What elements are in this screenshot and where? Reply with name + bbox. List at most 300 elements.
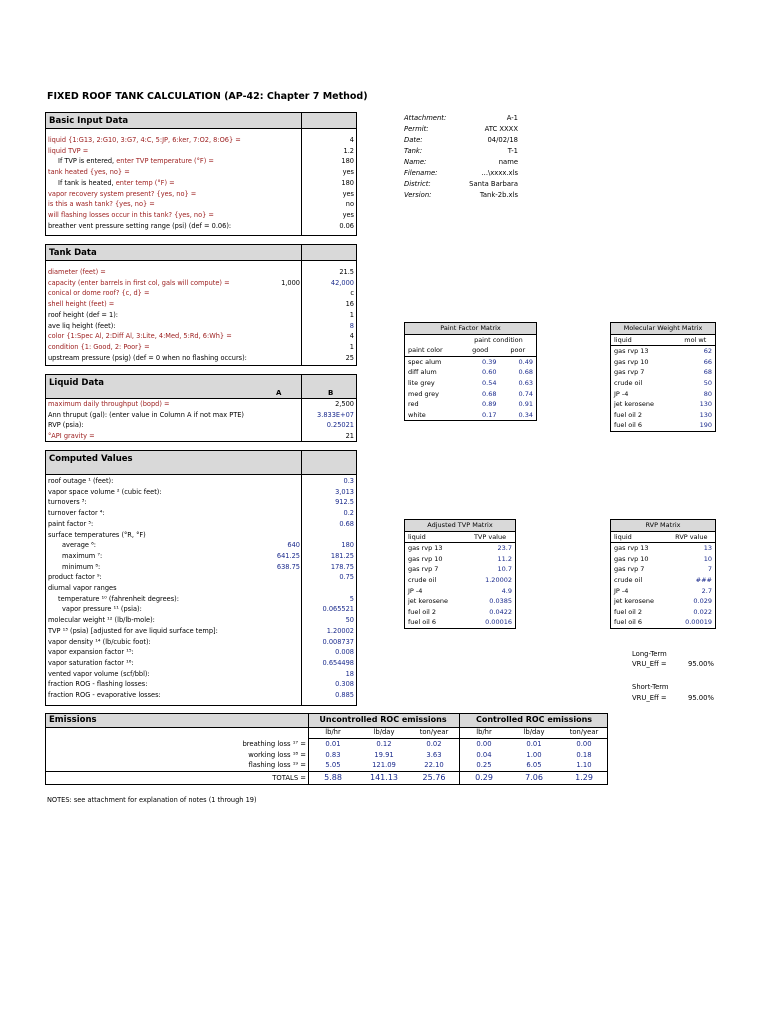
row-label: capacity (enter barrels in first col, gals will compute) =	[48, 278, 230, 287]
attachment-value: Tank-2b.xls	[479, 191, 518, 199]
unit-header: lb/day	[523, 728, 545, 736]
data-row	[46, 146, 356, 157]
vru-short-term-label: Short-Term	[632, 683, 669, 691]
row-label: vapor saturation factor ¹⁶:	[48, 658, 134, 667]
matrix-col-header: liquid	[611, 334, 676, 346]
rvp-matrix	[610, 519, 716, 629]
matrix-row-label: fuel oil 6	[408, 618, 437, 627]
matrix-row	[611, 420, 716, 431]
matrix-row-label: gas rvp 13	[408, 544, 443, 553]
matrix-row-value: 80	[703, 389, 712, 398]
row-value: 178.75	[330, 562, 354, 571]
row-value: 0.75	[339, 573, 354, 582]
matrix-col-header: mol wt	[676, 334, 716, 346]
vru-short-eff-label: VRU_Eff =	[632, 694, 667, 702]
unit-header: lb/hr	[325, 728, 341, 736]
row-label: surface temperatures (°R, °F)	[48, 530, 146, 539]
matrix-subtitle: paint condition	[474, 335, 523, 344]
vru-long-eff-label: VRU_Eff =	[632, 660, 667, 668]
matrix-row	[405, 399, 537, 410]
uncontrolled-header: Uncontrolled ROC emissions	[319, 715, 447, 724]
attachment-value: ATC XXXX	[484, 125, 518, 133]
emission-value: 0.00	[576, 740, 592, 748]
row-value: 3,013	[335, 487, 354, 496]
matrix-row-label: gas rvp 10	[408, 554, 443, 563]
paint-factor-matrix	[404, 322, 537, 421]
total-value: 141.13	[370, 773, 398, 782]
matrix-row-label: spec alum	[408, 357, 442, 366]
row-label: turnover factor ⁴:	[48, 509, 105, 518]
data-row	[46, 410, 356, 421]
matrix-row	[611, 617, 716, 628]
matrix-row-label: jet kerosene	[614, 597, 654, 606]
row-value: 0.308	[335, 680, 354, 689]
matrix-col-header-row	[611, 531, 716, 543]
matrix-row-value: 0.74	[518, 389, 533, 398]
row-value: 1	[349, 342, 354, 351]
row-label: vapor expansion factor ¹⁵:	[48, 648, 134, 657]
units-divider	[308, 738, 607, 739]
row-value: 180	[341, 178, 354, 187]
molecular-weight-matrix	[610, 322, 716, 432]
matrix-row-label: gas rvp 13	[614, 544, 649, 553]
matrix-row-label: JP -4	[614, 389, 629, 398]
matrix-row-value: 0.91	[518, 400, 533, 409]
row-label: product factor ⁹:	[48, 573, 102, 582]
matrix-col-header-row	[405, 345, 537, 356]
data-row	[46, 540, 356, 551]
matrix-row-value: 0.022	[693, 607, 712, 616]
data-row	[46, 594, 356, 605]
data-row	[46, 353, 356, 364]
row-label: tank heated {yes, no} =	[48, 168, 130, 177]
emissions-section	[45, 713, 608, 785]
liquid-col-a-header: A	[276, 389, 282, 397]
matrix-row-value: 0.63	[518, 378, 533, 387]
emission-row-label: working loss ¹⁸ =	[248, 750, 306, 759]
row-label: If tank is heated, enter temp (°F) =	[58, 178, 175, 187]
row-col-a-value: 640	[287, 541, 300, 550]
matrix-row	[611, 554, 716, 565]
row-label: is this a wash tank? {yes, no} =	[48, 200, 155, 209]
matrix-row-label: crude oil	[408, 575, 437, 584]
matrix-row-value: 0.0385	[489, 597, 512, 606]
row-value: 2,500	[335, 400, 354, 408]
row-label: Ann thruput (gal): (enter value in Column A if not max PTE)	[48, 410, 244, 419]
matrix-row-label: crude oil	[614, 575, 643, 584]
matrix-row	[611, 607, 716, 618]
matrix-row-value: 0.34	[518, 410, 533, 419]
row-label: turnovers ³:	[48, 498, 87, 507]
totals-divider	[46, 771, 607, 772]
data-row	[46, 583, 356, 594]
emission-value: 0.12	[376, 740, 392, 748]
data-row	[46, 626, 356, 637]
liquid-data-section	[45, 374, 357, 442]
attachment-label: Name:	[404, 158, 427, 166]
matrix-row-label: med grey	[408, 389, 440, 398]
basic-input-header: Basic Input Data	[46, 113, 356, 129]
matrix-row	[405, 367, 537, 378]
matrix-row	[405, 596, 516, 607]
emission-value: 1.10	[576, 761, 592, 769]
matrix-row-label: fuel oil 2	[408, 607, 437, 616]
matrix-row	[611, 596, 716, 607]
data-row	[46, 199, 356, 210]
row-value: yes	[342, 168, 354, 177]
matrix-row-label: fuel oil 6	[614, 421, 643, 430]
matrix-row-value: 10.7	[497, 565, 512, 574]
matrix-row-label: red	[408, 400, 419, 409]
matrix-row	[611, 346, 716, 357]
matrix-title-row	[611, 520, 716, 532]
emission-value: 3.63	[426, 750, 442, 759]
row-value: 42,000	[330, 278, 354, 287]
row-label: liquid TVP =	[48, 146, 89, 155]
matrix-row-value: 190	[699, 421, 712, 430]
row-label: roof height (def = 1):	[48, 310, 119, 319]
matrix-title: Paint Factor Matrix	[405, 323, 537, 335]
unit-header: lb/hr	[476, 728, 492, 736]
matrix-row-label: JP -4	[408, 586, 423, 595]
row-label: molecular weight ¹² (lb/lb-mole):	[48, 616, 155, 625]
attachment-label: Tank:	[404, 147, 423, 155]
matrix-row-value: 0.54	[482, 378, 497, 387]
total-value: 5.88	[324, 773, 342, 782]
row-label: maximum daily throughput (bopd) =	[48, 400, 170, 408]
attachment-value: A-1	[506, 114, 518, 122]
matrix-row-value: 68	[703, 368, 712, 377]
matrix-row	[405, 378, 537, 389]
data-row	[46, 342, 356, 353]
data-row	[46, 299, 356, 310]
matrix-row	[611, 389, 716, 400]
data-row	[46, 167, 356, 178]
data-row	[46, 156, 356, 167]
emission-value: 0.25	[476, 761, 492, 769]
matrix-row-value: 0.17	[482, 410, 497, 419]
matrix-row	[611, 543, 716, 554]
data-row	[46, 572, 356, 583]
matrix-row	[405, 410, 537, 421]
data-row	[46, 551, 356, 562]
row-label: color {1:Spec Al, 2:Diff Al, 3:Lite, 4:Med, 5:Rd, 6:Wh} =	[48, 332, 232, 341]
matrix-row-value: 130	[699, 410, 712, 419]
row-value: 180	[341, 157, 354, 166]
matrix-row-value: 0.00019	[685, 618, 712, 627]
liquid-data-header: Liquid Data	[46, 375, 356, 399]
matrix-row-value: 7	[707, 565, 712, 574]
emission-value: 0.00	[476, 740, 492, 748]
data-row	[46, 210, 356, 221]
tank-data-section	[45, 244, 357, 366]
matrix-row-value: 0.39	[482, 357, 497, 366]
emission-value: 121.09	[372, 761, 396, 769]
matrix-subtitle-row	[405, 334, 537, 345]
matrix-title-row	[405, 323, 537, 335]
matrix-row	[405, 554, 516, 565]
matrix-row	[405, 389, 537, 400]
matrix-row-label: JP -4	[614, 586, 629, 595]
matrix-row-label: fuel oil 2	[614, 607, 643, 616]
row-value: 0.3	[343, 477, 354, 485]
data-row	[46, 321, 356, 332]
data-row	[46, 508, 356, 519]
row-label-part: enter TVP temperature (°F) =	[116, 157, 214, 166]
row-value: 21	[345, 432, 354, 441]
row-label: vented vapor volume (scf/bbl):	[48, 669, 150, 678]
tank-data-header: Tank Data	[46, 245, 356, 261]
emission-value: 0.04	[476, 750, 492, 759]
matrix-row	[405, 543, 516, 554]
matrix-col-header-row	[611, 334, 716, 346]
data-row	[46, 135, 356, 146]
unit-header: ton/year	[419, 728, 449, 736]
matrix-col-header: liquid	[405, 531, 466, 543]
row-value: 0.25021	[326, 421, 354, 430]
row-col-a-value: 1,000	[281, 278, 300, 287]
row-value: 21.5	[339, 268, 354, 276]
matrix-row-value: 11.2	[497, 554, 512, 563]
data-row	[46, 530, 356, 541]
matrix-col-header: liquid	[611, 531, 668, 543]
row-label: temperature ¹⁰ (fahrenheit degrees):	[58, 594, 179, 603]
row-value: 1.20002	[326, 626, 354, 635]
page-title: FIXED ROOF TANK CALCULATION (AP-42: Chapter 7 Method)	[47, 91, 368, 102]
emission-value: 0.02	[426, 740, 442, 748]
vru-short-eff-value: 95.00%	[688, 694, 714, 702]
matrix-row-value: 0.0422	[489, 607, 512, 616]
emission-value: 1.00	[526, 750, 542, 759]
emission-value: 5.05	[325, 761, 341, 769]
matrix-row	[405, 617, 516, 628]
attachment-label: Attachment:	[404, 114, 447, 122]
matrix-row	[405, 356, 537, 367]
data-row	[46, 519, 356, 530]
row-label: TVP ¹³ (psia) [adjusted for ave liquid surface temp]:	[48, 626, 218, 635]
matrix-row-label: gas rvp 10	[614, 357, 649, 366]
matrix-row-value: 1.20002	[485, 575, 512, 584]
attachment-value: Santa Barbara	[469, 180, 518, 188]
vru-long-term-label: Long-Term	[632, 650, 667, 658]
row-value: 50	[345, 616, 354, 625]
matrix-col-header: good	[461, 345, 500, 356]
matrix-title-row	[611, 323, 716, 335]
attachment-value: 04/02/18	[487, 136, 518, 144]
matrix-row	[611, 367, 716, 378]
data-row	[46, 189, 356, 200]
matrix-col-header-row	[405, 531, 516, 543]
row-label: liquid {1:G13, 2:G10, 3:G7, 4:C, 5:JP, 6:ker, 7:O2, 8:O6} =	[48, 136, 241, 144]
unit-header: lb/day	[373, 728, 395, 736]
row-label: condition {1: Good, 2: Poor} =	[48, 342, 150, 351]
matrix-row-value: 0.60	[482, 368, 497, 377]
matrix-row-value: 0.68	[482, 389, 497, 398]
total-value: 1.29	[575, 773, 593, 782]
row-value: 25	[345, 353, 354, 362]
matrix-col-header: paint color	[405, 345, 461, 356]
total-value: 7.06	[525, 773, 543, 782]
attachment-label: District:	[404, 180, 431, 188]
matrix-title: RVP Matrix	[611, 520, 716, 532]
attachment-label: Version:	[404, 191, 432, 199]
matrix-row-value: 0.029	[693, 597, 712, 606]
matrix-row-value: 0.68	[518, 368, 533, 377]
matrix-row	[405, 586, 516, 597]
controlled-header: Controlled ROC emissions	[475, 715, 593, 724]
row-label: roof outage ¹ (feet):	[48, 477, 114, 485]
row-col-a-value: 641.25	[276, 551, 300, 560]
matrix-row-value: 66	[703, 357, 712, 366]
row-value: 912.5	[335, 498, 354, 507]
notes-text: NOTES: see attachment for explanation of notes (1 through 19)	[47, 796, 257, 804]
matrix-row-label: diff alum	[408, 368, 437, 377]
matrix-row-label: crude oil	[614, 378, 643, 387]
matrix-row-label: fuel oil 6	[614, 618, 643, 627]
row-label: ave liq height (feet):	[48, 321, 116, 330]
row-value: 0.68	[339, 519, 354, 528]
data-row	[46, 615, 356, 626]
row-value: 0.065521	[322, 605, 354, 614]
matrix-row-label: gas rvp 13	[614, 347, 649, 356]
data-row	[46, 476, 356, 487]
attachment-value: ...\xxxx.xls	[481, 169, 518, 177]
row-value: 4	[349, 332, 354, 341]
row-label: upstream pressure (psig) (def = 0 when no flashing occurs):	[48, 353, 247, 362]
data-row	[46, 420, 356, 431]
matrix-row-label: gas rvp 10	[614, 554, 649, 563]
data-row	[46, 658, 356, 669]
matrix-row-value: 10	[703, 554, 712, 563]
matrix-row-label: jet kerosene	[614, 400, 654, 409]
data-row	[46, 310, 356, 321]
row-label: diameter (feet) =	[48, 268, 106, 276]
unit-header: ton/year	[569, 728, 599, 736]
matrix-row	[611, 357, 716, 368]
emission-row-label: breathing loss ¹⁷ =	[242, 740, 306, 748]
row-label: paint factor ⁵:	[48, 519, 94, 528]
matrix-title-row	[405, 520, 516, 532]
emission-value: 0.18	[576, 750, 592, 759]
matrix-row-value: 130	[699, 400, 712, 409]
row-value: 0.654498	[322, 658, 354, 667]
row-value: yes	[342, 189, 354, 198]
matrix-col-header: poor	[500, 345, 537, 356]
total-value: 25.76	[422, 773, 446, 782]
row-label: If TVP is entered, enter TVP temperature (°F) =	[58, 157, 214, 166]
data-row	[46, 178, 356, 189]
attachment-label: Filename:	[404, 169, 438, 177]
row-value: 8	[349, 321, 354, 330]
matrix-row-value: 0.49	[518, 357, 533, 366]
row-label: will flashing losses occur in this tank? {yes, no} =	[48, 210, 214, 219]
totals-label: TOTALS =	[272, 774, 306, 782]
matrix-row-label: gas rvp 7	[614, 565, 645, 574]
matrix-row-value: 2.7	[701, 586, 712, 595]
matrix-row-value: 50	[703, 378, 712, 387]
data-row	[46, 669, 356, 680]
data-row	[46, 221, 356, 232]
matrix-row	[405, 607, 516, 618]
total-value: 0.29	[475, 773, 493, 782]
matrix-row	[611, 399, 716, 410]
row-value: 5	[349, 594, 354, 603]
row-value: 180	[341, 541, 354, 550]
matrix-row-value: 23.7	[497, 544, 512, 553]
basic-input-section	[45, 112, 357, 236]
row-value: 0.2	[343, 509, 354, 518]
row-value: 0.885	[335, 691, 354, 699]
matrix-row-label: jet kerosene	[408, 597, 448, 606]
row-label: conical or dome roof? {c, d} =	[48, 289, 150, 298]
row-label-part: enter temp (°F) =	[115, 178, 175, 187]
attachment-label: Date:	[404, 136, 423, 144]
emission-value: 19.91	[374, 750, 394, 759]
matrix-row-value: 0.00016	[485, 618, 512, 627]
matrix-blank	[405, 334, 461, 345]
row-value: 0.008	[335, 648, 354, 657]
liquid-col-b-header: B	[328, 389, 334, 397]
row-label: fraction ROG - evaporative losses:	[48, 691, 161, 699]
data-row	[46, 604, 356, 615]
row-value: 4	[349, 136, 354, 144]
matrix-row-value: ###	[695, 575, 712, 584]
row-value: yes	[342, 210, 354, 219]
emission-value: 6.05	[526, 761, 542, 769]
matrix-row	[611, 575, 716, 586]
row-label: minimum ⁸:	[62, 562, 101, 571]
row-value: 1.2	[343, 146, 354, 155]
row-label: shell height (feet) =	[48, 300, 115, 309]
data-row	[46, 647, 356, 658]
row-label: diurnal vapor ranges	[48, 584, 117, 592]
row-label: °API gravity =	[48, 432, 95, 441]
adjusted-tvp-matrix	[404, 519, 516, 629]
data-row	[46, 637, 356, 648]
matrix-row	[611, 410, 716, 421]
matrix-row	[405, 564, 516, 575]
matrix-col-header: TVP value	[465, 531, 515, 543]
computed-values-section	[45, 450, 357, 706]
matrix-row	[611, 586, 716, 597]
emission-value: 22.10	[424, 761, 444, 769]
data-row	[46, 690, 356, 701]
matrix-col-header: RVP value	[668, 531, 716, 543]
row-value: 3.833E+07	[317, 410, 354, 419]
row-value: 1	[349, 310, 354, 319]
row-label: vapor space volume ² (cubic feet):	[48, 487, 162, 496]
row-label: average ⁶:	[62, 541, 96, 550]
row-label: vapor recovery system present? {yes, no} =	[48, 189, 197, 198]
row-label: vapor density ¹⁴ (lb/cubic foot):	[48, 637, 151, 646]
matrix-row	[611, 378, 716, 389]
matrix-row-label: lite grey	[408, 378, 435, 387]
attachment-value: T-1	[507, 147, 518, 155]
matrix-row-value: 62	[703, 347, 712, 356]
row-label: vapor pressure ¹¹ (psia):	[62, 605, 142, 614]
data-row	[46, 331, 356, 342]
row-value: 18	[345, 669, 354, 678]
row-value: 0.06	[339, 221, 354, 230]
row-value: c	[350, 289, 354, 298]
data-row	[46, 487, 356, 498]
data-row	[46, 679, 356, 690]
data-row	[46, 399, 356, 410]
matrix-row-label: fuel oil 2	[614, 410, 643, 419]
row-label: maximum ⁷:	[62, 551, 103, 560]
matrix-row	[405, 575, 516, 586]
matrix-row-label: white	[408, 410, 426, 419]
